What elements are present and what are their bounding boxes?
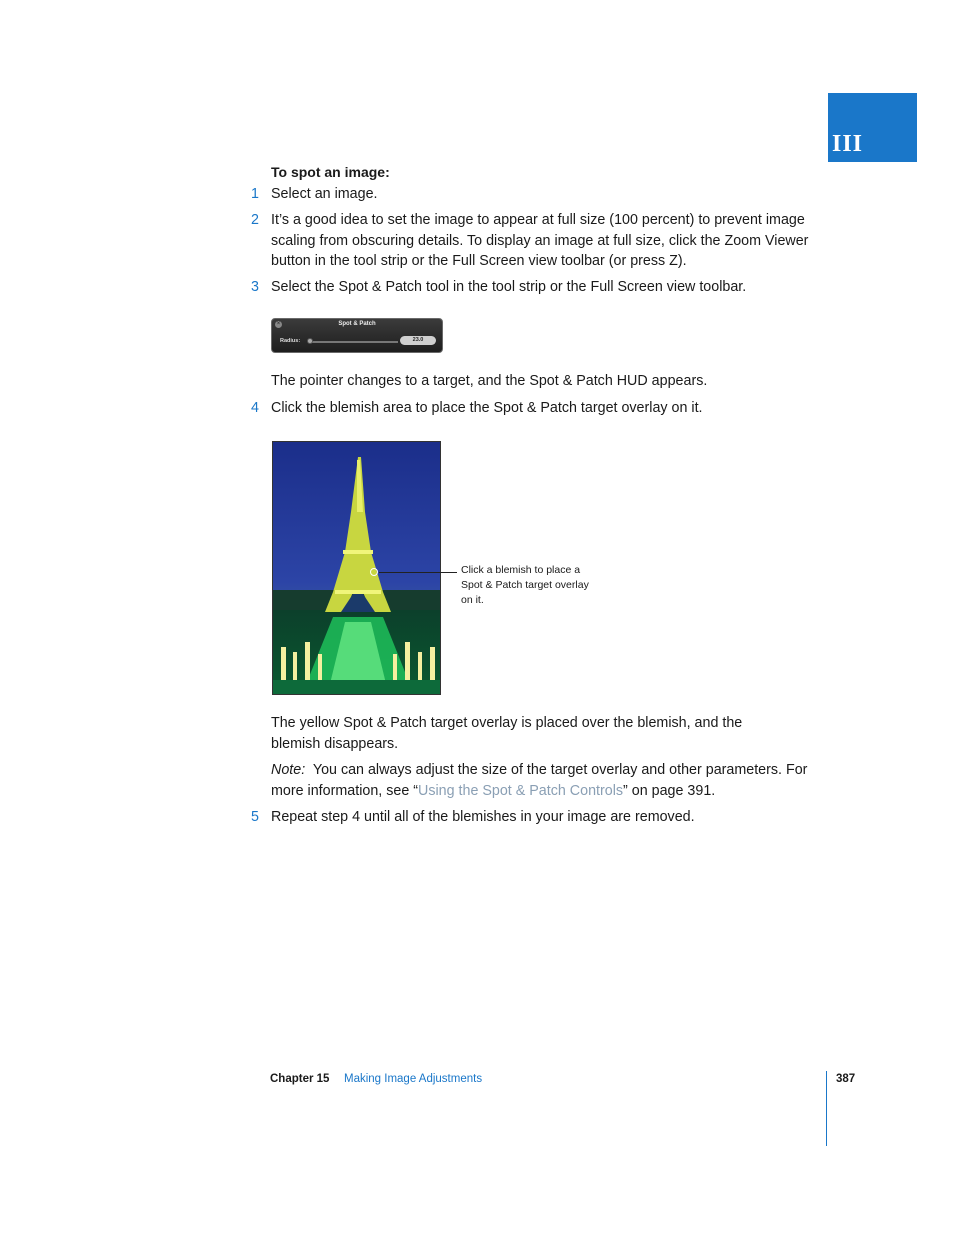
eiffel-tower-photo (272, 441, 441, 695)
spot-patch-hud (271, 318, 443, 353)
pointer-paragraph: The pointer changes to a target, and the Spot & Patch HUD appears. (271, 373, 708, 389)
part-tab-label: III (832, 131, 864, 157)
footer-divider (826, 1071, 827, 1146)
note-text-before: You can always adjust the size of the target overlay and other parameters. For more information, see “ (271, 762, 808, 799)
callout-line (379, 572, 457, 573)
figure-callout: Click a blemish to place a Spot & Patch target overlay on it. (461, 564, 589, 606)
page-number: 387 (836, 1073, 856, 1085)
step-text-1: Select an image. (271, 186, 378, 202)
step-number-3: 3 (251, 279, 259, 295)
part-tab (828, 93, 917, 162)
procedure-heading: To spot an image: (271, 164, 390, 180)
note-label: Note: (271, 762, 306, 778)
step-number-2: 2 (251, 212, 259, 228)
step-text-2: It’s a good idea to set the image to appear at full size (100 percent) to prevent image scaling from obscuring details. To display an image at full size, click the Zoom Viewer button in the tool strip or the Full Screen view toolbar (or press Z). (271, 212, 809, 269)
footer-chapter: Chapter 15 (270, 1073, 330, 1085)
radius-slider-track (310, 341, 398, 343)
step-number-5: 5 (251, 809, 259, 825)
step-number-4: 4 (251, 400, 259, 416)
note-text-after: ” on page 391. (623, 782, 716, 799)
hud-title: Spot & Patch (338, 321, 376, 327)
eiffel-tower-illustration (273, 442, 441, 695)
note-paragraph (271, 760, 816, 801)
radius-value-field: 23.0 (400, 336, 436, 345)
target-circle-icon (370, 568, 378, 576)
radius-slider-knob (307, 338, 313, 344)
step-text-5: Repeat step 4 until all of the blemishes in your image are removed. (271, 809, 695, 825)
step-number-1: 1 (251, 186, 259, 202)
yellow-overlay-paragraph: The yellow Spot & Patch target overlay is placed over the blemish, and the blemish disappears. (271, 715, 743, 752)
close-icon: × (276, 321, 281, 327)
footer-chapter-title[interactable]: Making Image Adjustments (344, 1073, 483, 1085)
radius-label: Radius: (280, 338, 301, 344)
step-text-4: Click the blemish area to place the Spot & Patch target overlay on it. (271, 400, 703, 416)
step-text-3: Select the Spot & Patch tool in the tool strip or the Full Screen view toolbar. (271, 279, 747, 295)
cross-reference-link[interactable]: Using the Spot & Patch Controls (418, 782, 624, 799)
